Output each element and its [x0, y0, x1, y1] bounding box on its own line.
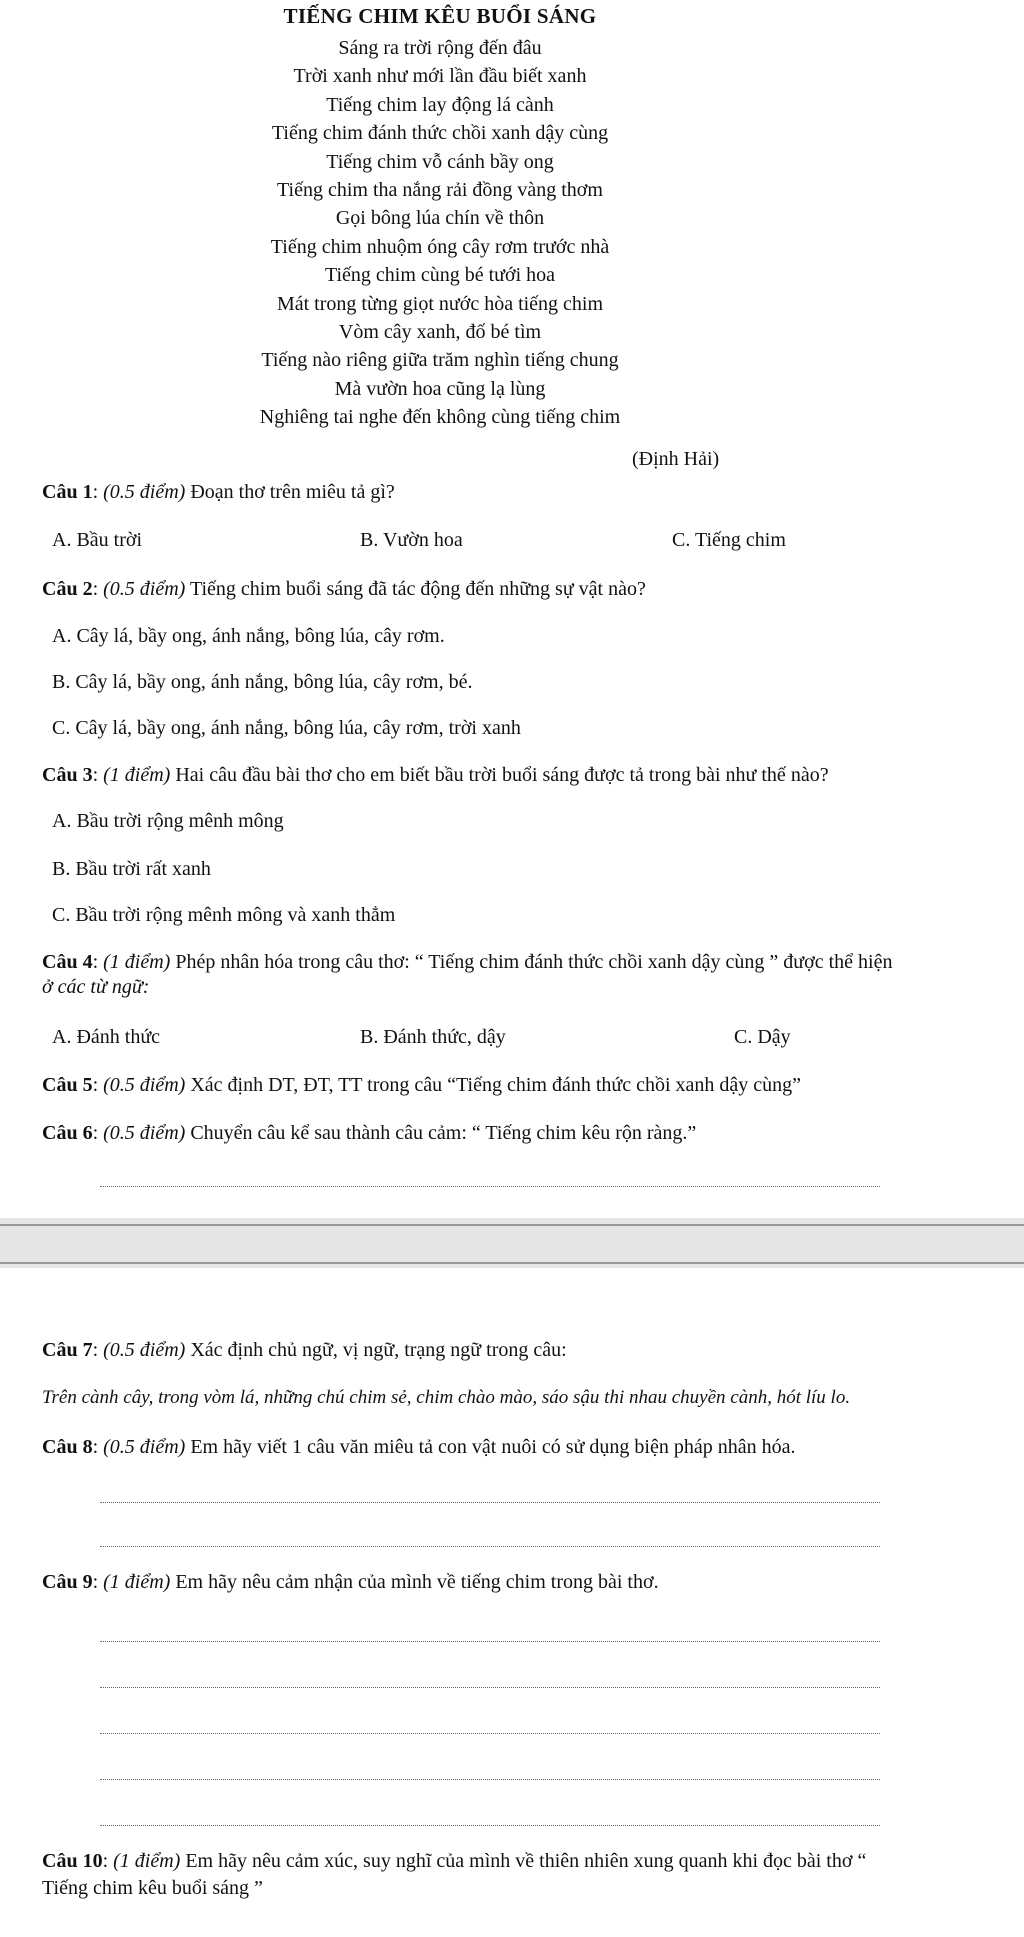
page-break-line	[0, 1262, 1024, 1264]
question-label: Câu 10	[42, 1850, 103, 1872]
question-points: (0.5 điểm)	[103, 578, 186, 600]
question-text: Đoạn thơ trên miêu tả gì?	[190, 481, 395, 503]
question-4: Câu 4: (1 điểm) Phép nhân hóa trong câu thơ: “ Tiếng chim đánh thức chồi xanh dậy cùng ” được thể hiện	[42, 951, 893, 973]
question-points: (1 điểm)	[103, 951, 171, 973]
answer-line[interactable]	[100, 1641, 880, 1642]
question-label: Câu 2	[42, 578, 93, 600]
question-label: Câu 5	[42, 1074, 93, 1096]
question-points: (0.5 điểm)	[103, 1339, 186, 1361]
poem-line: Tiếng chim cùng bé tưới hoa	[324, 264, 556, 287]
question-text: Hai câu đầu bài thơ cho em biết bầu trời buổi sáng được tả trong bài như thế nào?	[175, 764, 829, 786]
question-1: Câu 1: (0.5 điểm) Đoạn thơ trên miêu tả gì?	[42, 481, 395, 503]
option-a[interactable]: A. Cây lá, bầy ong, ánh nắng, bông lúa, cây rơm.	[52, 625, 445, 647]
poem-line: Tiếng chim đánh thức chồi xanh dậy cùng	[271, 122, 609, 145]
poem-line: Nghiêng tai nghe đến không cùng tiếng chim	[259, 406, 621, 429]
question-points: (0.5 điểm)	[103, 1074, 186, 1096]
question-points: (1 điểm)	[103, 1571, 171, 1593]
question-6: Câu 6: (0.5 điểm) Chuyển câu kể sau thành câu cảm: “ Tiếng chim kêu rộn ràng.”	[42, 1122, 697, 1144]
question-text: Xác định chủ ngữ, vị ngữ, trạng ngữ trong câu:	[190, 1339, 567, 1361]
answer-line[interactable]	[100, 1733, 880, 1734]
question-text-continued: Tiếng chim kêu buổi sáng ”	[42, 1877, 263, 1899]
poem-line: Tiếng chim nhuộm óng cây rơm trước nhà	[270, 235, 610, 258]
question-label: Câu 6	[42, 1122, 93, 1144]
question-5: Câu 5: (0.5 điểm) Xác định DT, ĐT, TT trong câu “Tiếng chim đánh thức chồi xanh dậy cùng”	[42, 1074, 802, 1096]
question-text: Phép nhân hóa trong câu thơ: “ Tiếng chim đánh thức chồi xanh dậy cùng ” được thể hiện	[175, 951, 893, 973]
question-points: (0.5 điểm)	[103, 1122, 186, 1144]
option-c[interactable]: C. Tiếng chim	[672, 529, 786, 551]
poem-line: Tiếng chim vỗ cánh bầy ong	[326, 150, 554, 173]
question-8: Câu 8: (0.5 điểm) Em hãy viết 1 câu văn miêu tả con vật nuôi có sử dụng biện pháp nhân hóa.	[42, 1436, 796, 1458]
option-a[interactable]: A. Bầu trời	[52, 529, 143, 551]
question-7: Câu 7: (0.5 điểm) Xác định chủ ngữ, vị ngữ, trạng ngữ trong câu:	[42, 1339, 567, 1361]
option-b[interactable]: B. Cây lá, bầy ong, ánh nắng, bông lúa, cây rơm, bé.	[52, 671, 473, 693]
poem-line: Trời xanh như mới lần đầu biết xanh	[293, 65, 587, 88]
poem-line: Mát trong từng giọt nước hòa tiếng chim	[276, 292, 604, 315]
poem-line: Tiếng nào riêng giữa trăm nghìn tiếng chung	[261, 349, 619, 372]
question-label: Câu 4	[42, 951, 93, 973]
question-text-continued: ở các từ ngữ:	[42, 976, 150, 998]
answer-line[interactable]	[100, 1502, 880, 1503]
poem-title: TIẾNG CHIM KÊU BUỔI SÁNG	[283, 4, 597, 28]
poem-line: Tiếng chim tha nắng rải đồng vàng thơm	[277, 179, 603, 202]
poem-line: Vòm cây xanh, đố bé tìm	[338, 321, 542, 344]
question-text: Em hãy nêu cảm xúc, suy nghĩ của mình về thiên nhiên xung quanh khi đọc bài thơ “	[185, 1850, 867, 1872]
option-b[interactable]: B. Bầu trời rất xanh	[52, 858, 211, 880]
question-label: Câu 1	[42, 481, 93, 503]
question-9: Câu 9: (1 điểm) Em hãy nêu cảm nhận của mình về tiếng chim trong bài thơ.	[42, 1571, 659, 1593]
option-a[interactable]: A. Đánh thức	[52, 1026, 161, 1048]
option-a[interactable]: A. Bầu trời rộng mênh mông	[52, 810, 284, 832]
option-c[interactable]: C. Cây lá, bầy ong, ánh nắng, bông lúa, cây rơm, trời xanh	[52, 717, 521, 739]
answer-line[interactable]	[100, 1186, 880, 1187]
answer-line[interactable]	[100, 1825, 880, 1826]
question-text: Chuyển câu kể sau thành câu cảm: “ Tiếng chim kêu rộn ràng.”	[190, 1122, 697, 1144]
poem-author: (Định Hải)	[632, 448, 720, 470]
question-text: Em hãy nêu cảm nhận của mình về tiếng chim trong bài thơ.	[175, 1571, 659, 1593]
page-break-line	[0, 1224, 1024, 1226]
question-text: Tiếng chim buổi sáng đã tác động đến những sự vật nào?	[189, 578, 646, 600]
analysis-sentence: Trên cành cây, trong vòm lá, những chú chim sẻ, chim chào mào, sáo sậu thi nhau chuyền cành, hót líu lo.	[42, 1387, 851, 1408]
question-points: (0.5 điểm)	[103, 481, 186, 503]
poem-line: Gọi bông lúa chín về thôn	[335, 207, 545, 230]
poem-line: Mà vườn hoa cũng lạ lùng	[334, 377, 546, 400]
answer-line[interactable]	[100, 1779, 880, 1780]
question-label: Câu 8	[42, 1436, 93, 1458]
question-points: (0.5 điểm)	[103, 1436, 186, 1458]
question-label: Câu 7	[42, 1339, 93, 1361]
question-text: Em hãy viết 1 câu văn miêu tả con vật nuôi có sử dụng biện pháp nhân hóa.	[190, 1436, 796, 1458]
option-c[interactable]: C. Bầu trời rộng mênh mông và xanh thẳm	[52, 904, 396, 926]
option-b[interactable]: B. Vườn hoa	[360, 529, 463, 551]
poem-body	[0, 34, 880, 432]
option-c[interactable]: C. Dậy	[734, 1026, 791, 1048]
answer-line[interactable]	[100, 1546, 880, 1547]
question-text: Xác định DT, ĐT, TT trong câu “Tiếng chim đánh thức chồi xanh dậy cùng”	[190, 1074, 802, 1096]
question-2: Câu 2: (0.5 điểm) Tiếng chim buổi sáng đã tác động đến những sự vật nào?	[42, 578, 646, 600]
question-points: (1 điểm)	[113, 1850, 181, 1872]
poem-line: Sáng ra trời rộng đến đâu	[338, 37, 542, 59]
question-label: Câu 3	[42, 764, 93, 786]
question-3: Câu 3: (1 điểm) Hai câu đầu bài thơ cho em biết bầu trời buổi sáng được tả trong bài như thế nào?	[42, 764, 829, 786]
option-b[interactable]: B. Đánh thức, dậy	[360, 1026, 506, 1048]
answer-line[interactable]	[100, 1687, 880, 1688]
question-label: Câu 9	[42, 1571, 93, 1593]
question-10: Câu 10: (1 điểm) Em hãy nêu cảm xúc, suy nghĩ của mình về thiên nhiên xung quanh khi đọc bài thơ “	[42, 1850, 867, 1872]
question-points: (1 điểm)	[103, 764, 171, 786]
poem-line: Tiếng chim lay động lá cành	[326, 93, 554, 116]
